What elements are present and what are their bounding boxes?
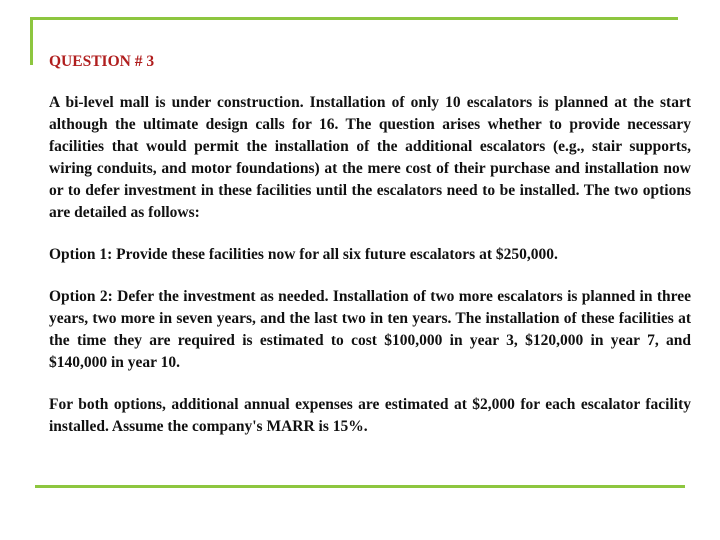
option-1-text: Option 1: Provide these facilities now for all six future escalators at $250,000. (49, 246, 558, 263)
question-title: QUESTION # 3 (49, 53, 155, 70)
option-2-text: Option 2: Defer the investment as needed. Installation of two more escalators is planned in three years, two more in seven years, and the last two in ten years. The installation of these facilities at the time they are required is estimated to cost $100,000 in year 3, $120,000 in year 7, and $140,000 in year 10. (49, 288, 691, 371)
top-accent-line (30, 17, 678, 20)
left-accent-line (30, 17, 33, 65)
assumptions-text: For both options, additional annual expenses are estimated at $2,000 for each escalator facility installed. Assume the company's MARR is 15%. (49, 396, 691, 435)
problem-statement: A bi-level mall is under construction. Installation of only 10 escalators is planned at the start although the ultimate design calls for 16. The question arises whether to provide necessary facilities that would permit the installation of the additional escalators (e.g., stair supports, wiring conduits, and motor foundations) at the mere cost of their purchase and installation now or to defer investment in these facilities until the escalators need to be installed. The two options are detailed as follows: (49, 94, 691, 221)
bottom-accent-line (35, 485, 685, 488)
slide-content (49, 51, 691, 458)
